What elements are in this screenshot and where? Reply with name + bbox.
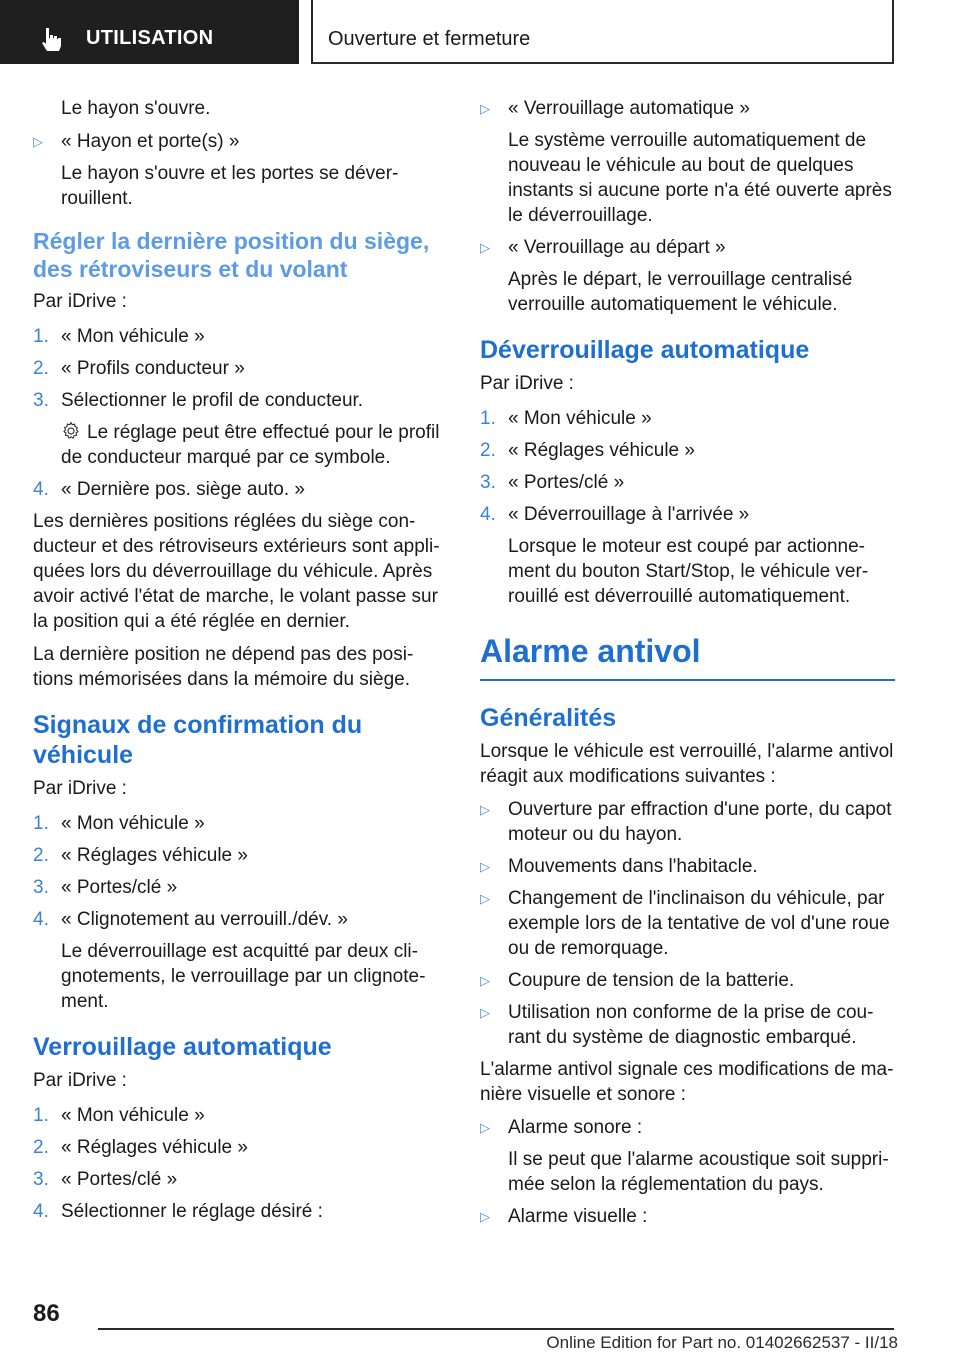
step-text: « Déverrouillage à l'arrivée » [508,504,750,525]
heading-regler: Régler la dernière position du siège, des rétroviseurs et du volant [33,228,430,282]
heading-verrouillage: Verrouillage automatique [33,1033,332,1061]
footer-edition: Online Edition for Part no. 01402662537 - II/18 [546,1333,898,1352]
list-item [480,438,895,463]
bullet-text: Changement de l'inclinaison du véhicule, par exemple lors de la tentative de vol d'une roue ou de remorquage. [508,888,890,959]
step-number: 4. [33,479,49,500]
bullet-icon: ▷ [480,1209,490,1224]
step-number: 4. [33,909,49,930]
bullet-icon: ▷ [480,101,490,116]
step-number: 1. [480,408,496,429]
step-text: « Mon véhicule » [61,1105,205,1126]
list-item [33,324,445,349]
par-idrive: Par iDrive : [480,373,574,394]
bullet-icon: ▷ [480,802,490,817]
par-idrive: Par iDrive : [33,778,127,799]
list-item [480,406,895,431]
bullet-icon: ▷ [480,891,490,906]
list-item [33,1103,445,1128]
list-item [33,477,445,502]
heading-alarme: Alarme antivol [480,631,895,681]
step-text: Sélectionner le réglage désiré : [61,1201,323,1222]
heading-deverrouillage: Déverrouillage automatique [480,336,810,364]
list-item [480,96,895,228]
list-item [480,886,895,961]
text-hayon: Le hayon s'ouvre. [61,98,211,119]
bullet-icon: ▷ [480,859,490,874]
step-text: « Mon véhicule » [61,813,205,834]
list-item [33,843,445,868]
option-description: Le hayon s'ouvre et les portes se déverrouillent. [61,163,399,209]
bullet-icon: ▷ [480,1005,490,1020]
list-item [480,854,895,879]
step-number: 2. [480,440,496,461]
par-idrive: Par iDrive : [33,1070,127,1091]
option-label: « Verrouillage au départ » [508,237,726,258]
step-number: 2. [33,358,49,379]
step-number: 2. [33,1137,49,1158]
list-item [33,129,445,211]
step-number: 3. [33,1169,49,1190]
list-item [33,907,445,1014]
heading-generalites: Généralités [480,704,617,732]
option-label: Alarme sonore : [508,1117,643,1138]
bullet-text: Mouvements dans l'habitacle. [508,856,758,877]
list-item [480,1204,895,1229]
right-column [480,96,895,1236]
option-description: Le système verrouille automatiquement de nouveau le véhicule au bout de quelques instants si aucune porte n'a été ouverte après le déverrouillage. [508,130,892,226]
step-note: Lorsque le moteur est coupé par actionnement du bouton Start/Stop, le véhicule verrouillé est déverrouillé automatiquement. [508,536,869,607]
footer-divider [98,1328,894,1330]
heading-signaux: Signaux de confirmation du véhicule [33,711,363,769]
paragraph: Lorsque le véhicule est verrouillé, l'alarme antivol réagit aux modifications suivantes : [480,741,894,787]
step-text: « Réglages véhicule » [61,1137,248,1158]
step-number: 3. [480,472,496,493]
step-text: « Profils conducteur » [61,358,245,379]
list-item [33,1167,445,1192]
list-item [33,875,445,900]
section-header [311,0,894,64]
step-number: 3. [33,390,49,411]
bullet-icon: ▷ [480,973,490,988]
step-text: « Portes/clé » [508,472,625,493]
option-description: Il se peut que l'alarme acoustique soit supprimée selon la réglementation du pays. [508,1149,889,1195]
list-item [480,1000,895,1050]
list-item [33,388,445,470]
bullet-icon: ▷ [33,134,43,149]
bullet-text: Ouverture par effraction d'une porte, du capot moteur ou du hayon. [508,799,892,845]
chapter-title: UTILISATION [86,27,214,49]
step-number: 1. [33,1105,49,1126]
step-note: Le déverrouillage est acquitté par deux clignotements, le verrouillage par un clignotement. [61,941,426,1012]
step-text: « Portes/clé » [61,1169,178,1190]
bullet-text: Coupure de tension de la batterie. [508,970,795,991]
step-text: « Réglages véhicule » [508,440,695,461]
section-title: Ouverture et fermeture [328,28,531,50]
list-item [480,235,895,317]
list-item [480,968,895,993]
list-item [33,1135,445,1160]
step-text: « Dernière pos. siège auto. » [61,479,305,500]
step-note [61,420,445,470]
list-item [33,356,445,381]
list-item [480,502,895,609]
list-item [480,470,895,495]
option-label: « Verrouillage automatique » [508,98,750,119]
list-item [33,811,445,836]
step-text: « Portes/clé » [61,877,178,898]
paragraph: L'alarme antivol signale ces modifications de manière visuelle et sonore : [480,1059,894,1105]
list-item [480,1115,895,1197]
step-text: « Réglages véhicule » [61,845,248,866]
list-item [33,1199,445,1224]
chapter-tab[interactable] [0,0,299,64]
step-number: 3. [33,877,49,898]
step-number: 1. [33,813,49,834]
option-label: « Hayon et porte(s) » [61,131,240,152]
par-idrive: Par iDrive : [33,291,127,312]
gear-icon [61,421,81,441]
step-text: « Clignotement au verrouill./dév. » [61,909,348,930]
option-description: Après le départ, le verrouillage centralisé verrouille automatiquement le véhicule. [508,269,853,315]
paragraph: Les dernières positions réglées du siège conducteur et des rétroviseurs extérieurs sont appliquées lors du déverrouillage du véhicule. Après avoir activé l'état de marche, le volant passe sur la position qui a été réglée en dernier. [33,511,440,632]
step-number: 1. [33,326,49,347]
option-label: Alarme visuelle : [508,1206,648,1227]
step-number: 4. [480,504,496,525]
page-number: 86 [33,1300,60,1327]
step-number: 4. [33,1201,49,1222]
list-item [480,797,895,847]
bullet-icon: ▷ [480,240,490,255]
left-column [33,96,445,1231]
paragraph: La dernière position ne dépend pas des positions mémorisées dans la mémoire du siège. [33,644,414,690]
step-number: 2. [33,845,49,866]
bullet-text: Utilisation non conforme de la prise de courant du système de diagnostic embarqué. [508,1002,874,1048]
step-text: Sélectionner le profil de conducteur. [61,390,364,411]
step-text: « Mon véhicule » [61,326,205,347]
touch-hand-icon [38,26,64,52]
step-text: « Mon véhicule » [508,408,652,429]
step-note-text: Le réglage peut être effectué pour le profil de conducteur marqué par ce symbole. [61,422,440,468]
bullet-icon: ▷ [480,1120,490,1135]
